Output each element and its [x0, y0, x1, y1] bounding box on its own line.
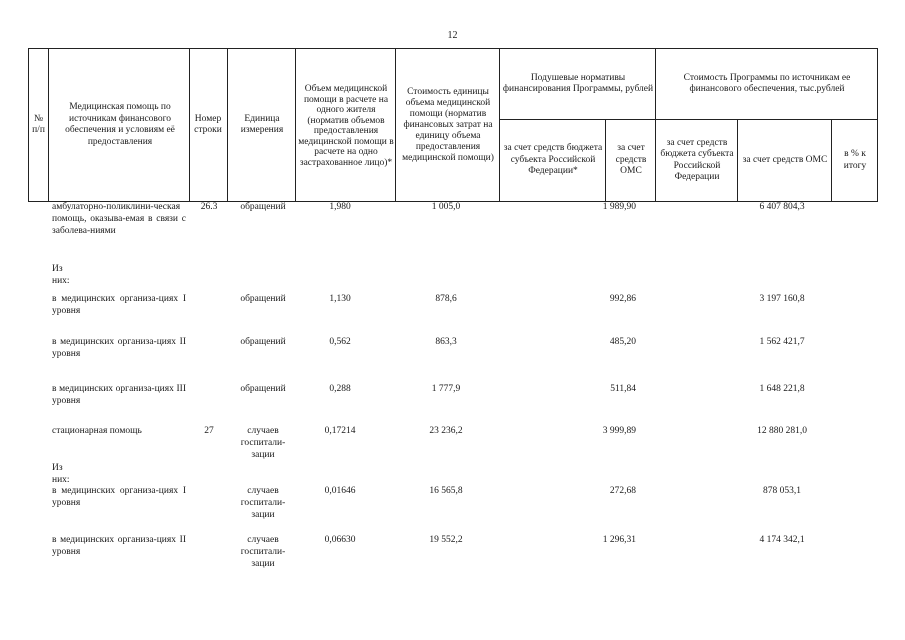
row-unit: случаев госпитали-зации — [240, 426, 286, 460]
row-volume: 1,980 — [329, 202, 351, 212]
header-unit: Единица измерения — [240, 113, 284, 135]
row-unit-cost: 1 005,0 — [431, 202, 461, 212]
row-oms-total: 12 880 281,0 — [757, 426, 807, 436]
row-name: в медицинских организа-циях I уровня — [52, 294, 186, 316]
row-oms-total: 4 174 342,1 — [759, 535, 805, 545]
row-name: в медицинских организа-циях II уровня — [52, 535, 186, 557]
row-volume: 0,17214 — [324, 426, 356, 436]
row-unit: случаев госпитали-зации — [240, 486, 286, 520]
page-number: 12 — [447, 30, 458, 41]
header-group-norms: Подушевые нормативы финансирования Программы, рублей — [502, 72, 654, 94]
header-sub-oms2: за счет средств ОМС — [742, 154, 828, 165]
row-unit: обращений — [240, 294, 286, 304]
row-number: 27 — [204, 426, 214, 436]
row-unit: обращений — [240, 202, 286, 212]
row-volume: 0,01646 — [324, 486, 356, 496]
header-volume: Объем медицинской помощи в расчете на одного жителя (норматив объемов предоставления медицинской помощи в расчете на одно застрахованное лицо)* — [298, 84, 394, 168]
row-unit: обращений — [240, 384, 286, 394]
row-oms-total: 3 197 160,8 — [759, 294, 805, 304]
subheading-text: Из них: — [52, 463, 70, 485]
row-oms-norm: 511,84 — [610, 384, 636, 394]
header-unit-cost: Стоимость единицы объема медицинской помощи (норматив финансовых затрат на единицу объема предоставления медицинской помощи) — [402, 86, 494, 163]
row-unit-cost: 19 552,2 — [429, 535, 463, 545]
header-sub-pct: в % к итогу — [843, 149, 867, 171]
row-unit: случаев госпитали-зации — [240, 535, 286, 569]
row-number: 26.3 — [200, 202, 218, 212]
row-unit-cost: 878,6 — [435, 294, 457, 304]
row-name: амбулаторно-поликлини-ческая помощь, оказыва-емая в связи с заболева-ниями — [52, 202, 186, 236]
row-unit-cost: 23 236,2 — [429, 426, 463, 436]
row-volume: 0,06630 — [324, 535, 356, 545]
row-oms-norm: 992,86 — [609, 294, 636, 304]
row-unit-cost: 1 777,9 — [431, 384, 461, 394]
header-sub-oms: за счет средств ОМС — [615, 143, 647, 177]
row-volume: 1,130 — [329, 294, 351, 304]
row-unit-cost: 863,3 — [435, 337, 457, 347]
header-row-number: Номер строки — [194, 113, 222, 135]
header-sub-budget: за счет средств бюджета субъекта Российской Федерации* — [503, 143, 603, 177]
subheading-text: Из них: — [52, 264, 70, 286]
row-name: в медицинских организа-циях III уровня — [52, 384, 186, 406]
row-oms-total: 6 407 804,3 — [759, 202, 805, 212]
row-oms-norm: 3 999,89 — [602, 426, 636, 436]
row-unit-cost: 16 565,8 — [429, 486, 463, 496]
header-group-program-cost: Стоимость Программы по источникам ее финансового обеспечения, тыс.рублей — [683, 72, 851, 94]
header-sub-budget2: за счет средств бюджета субъекта Российской Федерации — [660, 137, 734, 182]
row-name: в медицинских организа-циях II уровня — [52, 337, 186, 359]
row-oms-norm: 1 989,90 — [602, 202, 636, 212]
row-name: стационарная помощь — [52, 426, 142, 436]
row-volume: 0,562 — [329, 337, 351, 347]
row-oms-total: 1 648 221,8 — [759, 384, 805, 394]
row-name: в медицинских организа-циях I уровня — [52, 486, 186, 508]
row-oms-total: 1 562 421,7 — [759, 337, 805, 347]
row-unit: обращений — [240, 337, 286, 347]
row-oms-norm: 1 296,31 — [602, 535, 636, 545]
header-name: Медицинская помощь по источникам финансового обеспечения и условиям её предоставления — [65, 102, 175, 147]
row-volume: 0,288 — [329, 384, 351, 394]
row-oms-norm: 272,68 — [609, 486, 636, 496]
row-oms-norm: 485,20 — [609, 337, 636, 347]
row-oms-total: 878 053,1 — [763, 486, 801, 496]
header-no: № п/п — [32, 113, 45, 135]
table-header — [28, 48, 878, 202]
